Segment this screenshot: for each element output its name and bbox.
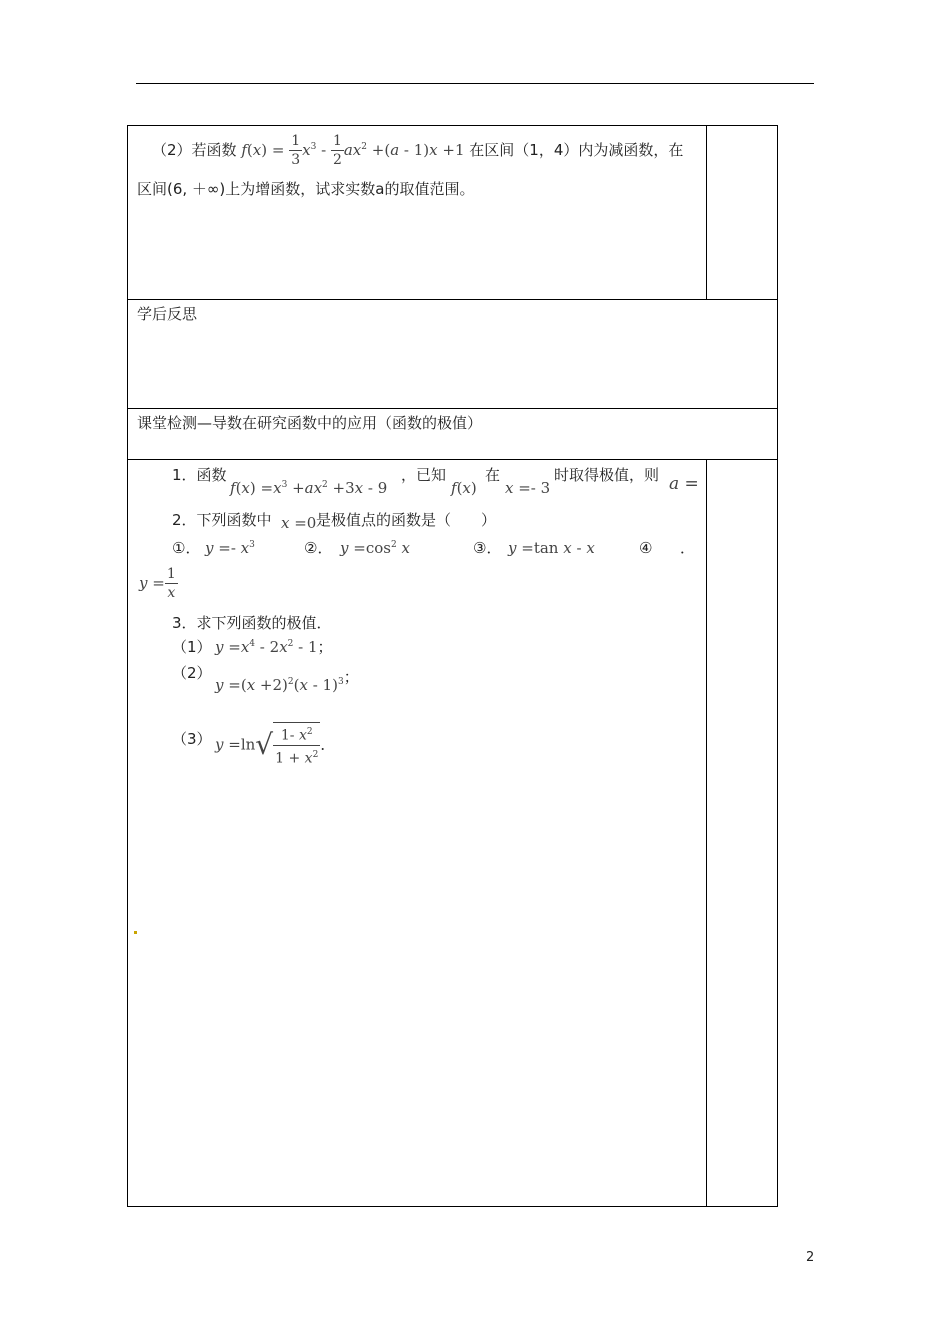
question-1-text-b: 在 — [485, 466, 501, 484]
question-3-3-label: （3） — [172, 730, 212, 748]
option-4-dot: ． — [680, 539, 696, 557]
question-1-answer-a: a = — [669, 474, 699, 494]
option-1-expr: $y =- x^3$ — [205, 539, 255, 557]
question-3-2-expr: $y =(x +2)^2(x - 1)^3$； — [215, 668, 359, 694]
question-2-text: 是极值点的函数是（ ） — [316, 511, 497, 529]
question-2-label: 2．下列函数中 — [172, 511, 272, 529]
question-1-function: $f(x) =x^3 +ax^2 +3x - 9$ — [230, 479, 388, 497]
option-4-label: ④ — [639, 539, 653, 557]
option-4-expr: y = $\frac{1}{x}$ — [139, 566, 176, 601]
question-1-label: 1．函数 — [172, 466, 227, 484]
fraction-one-half: $\frac{1}{2}$ — [332, 133, 342, 168]
question-2-condition: x =0 — [281, 514, 317, 532]
questions-box — [127, 459, 778, 1207]
option-3-label: ③． — [473, 539, 502, 557]
fraction-one-third: $\frac{1}{3}$ — [291, 133, 301, 168]
question-1-fx: f(x) — [451, 479, 477, 497]
check-title: 课堂检测—导数在研究函数中的应用（函数的极值） — [137, 414, 483, 432]
header-rule — [136, 83, 814, 84]
question-3-title: 3．求下列函数的极值． — [172, 614, 332, 632]
option-3-expr: y =tan x - x — [508, 539, 595, 557]
function-expression: f — [241, 141, 247, 159]
option-2-label: ②． — [304, 539, 333, 557]
question-3-2-label: （2） — [172, 664, 212, 682]
page-number: 2 — [806, 1250, 815, 1265]
reflection-title: 学后反思 — [137, 305, 198, 323]
question-3-1-label: （1） — [172, 638, 212, 656]
option-2-expr: $y =\cos^2$ x — [340, 539, 410, 557]
stray-mark — [134, 931, 137, 934]
question-1-text-a: ，已知 — [401, 466, 447, 484]
option-1-label: ①． — [172, 539, 201, 557]
question-3-3-expr: y =ln√ $\frac{1- x^2}{1 + x^2}$ ． — [215, 722, 335, 767]
question-3-1-expr: $y =x^4 - 2x^2 - 1$； — [215, 638, 333, 656]
question-1-x-value: x =- 3 — [505, 479, 551, 497]
questions-box-divider — [706, 459, 707, 1207]
question-1-text-c: 时取得极值，则 — [554, 466, 660, 484]
problem-line-1: （2）若函数 f(x) = $\frac{1}{3}$ $x^3$ - $\frac{1}{2}$ $ax^2 +(a - 1)x +1$ 在区间（1，4）内为减函数，在 — [152, 133, 684, 168]
problem-box-divider — [706, 125, 707, 300]
problem-line-2: 区间(6, ＋∞)上为增函数，试求实数a的取值范围。 — [137, 180, 475, 198]
reflection-box — [127, 299, 778, 409]
